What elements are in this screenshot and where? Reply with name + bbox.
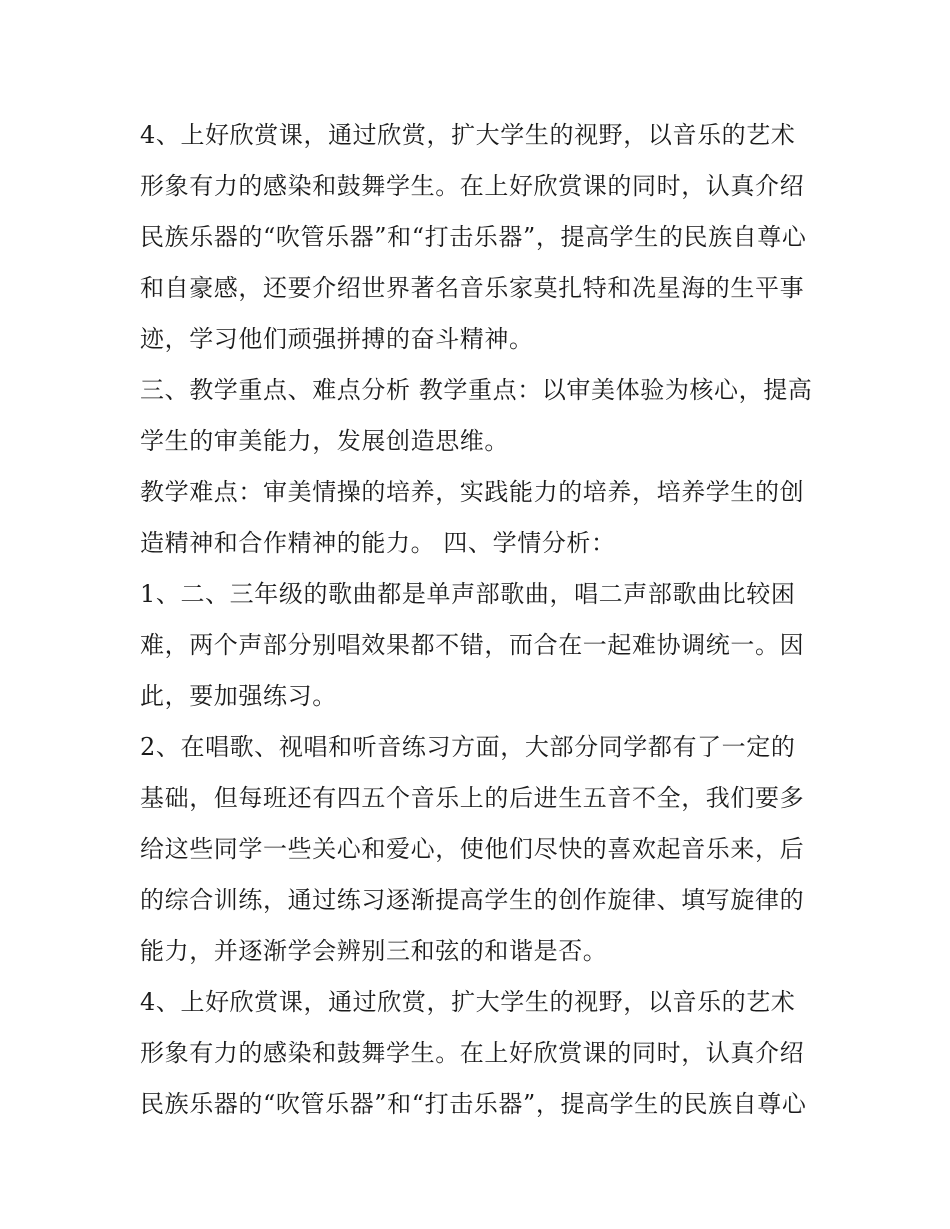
paragraph-singing-practice: 2、在唱歌、视唱和听音练习方面，大部分同学都有了一定的基础，但每班还有四五个音乐上的后进生五音不全，我们要多给这些同学一些关心和爱心，使他们尽快的喜欢起音乐来，后的综合训练，通过练习逐渐提高学生的创作旋律、填写旋律的能力，并逐渐学会辨别三和弦的和谐是否。: [140, 733, 805, 965]
paragraph-teaching-difficulty: 教学难点：审美情操的培养，实践能力的培养，培养学生的创造精神和合作精神的能力。 四、学情分析：: [140, 478, 805, 557]
paragraph-appreciation-class: 4、上好欣赏课，通过欣赏，扩大学生的视野，以音乐的艺术形象有力的感染和鼓舞学生。在上好欣赏课的同时，认真介绍民族乐器的“吹管乐器”和“打击乐器”，提高学生的民族自尊心和自豪感，还要介绍世界著名音乐家莫扎特和冼星海的生平事迹，学习他们顽强拼搏的奋斗精神。: [140, 121, 807, 353]
paragraph-two-part-songs: 1、二、三年级的歌曲都是单声部歌曲，唱二声部歌曲比较困难，两个声部分别唱效果都不错，而合在一起难协调统一。因此，要加强练习。: [140, 580, 805, 710]
paragraph-teaching-focus: 三、教学重点、难点分析 教学重点：以审美体验为核心，提高学生的审美能力，发展创造思维。: [140, 376, 813, 455]
paragraph-appreciation-class-repeat: 4、上好欣赏课，通过欣赏，扩大学生的视野，以音乐的艺术形象有力的感染和鼓舞学生。在上好欣赏课的同时，认真介绍民族乐器的“吹管乐器”和“打击乐器”，提高学生的民族自尊心: [140, 988, 807, 1118]
document-body: [140, 110, 820, 1130]
